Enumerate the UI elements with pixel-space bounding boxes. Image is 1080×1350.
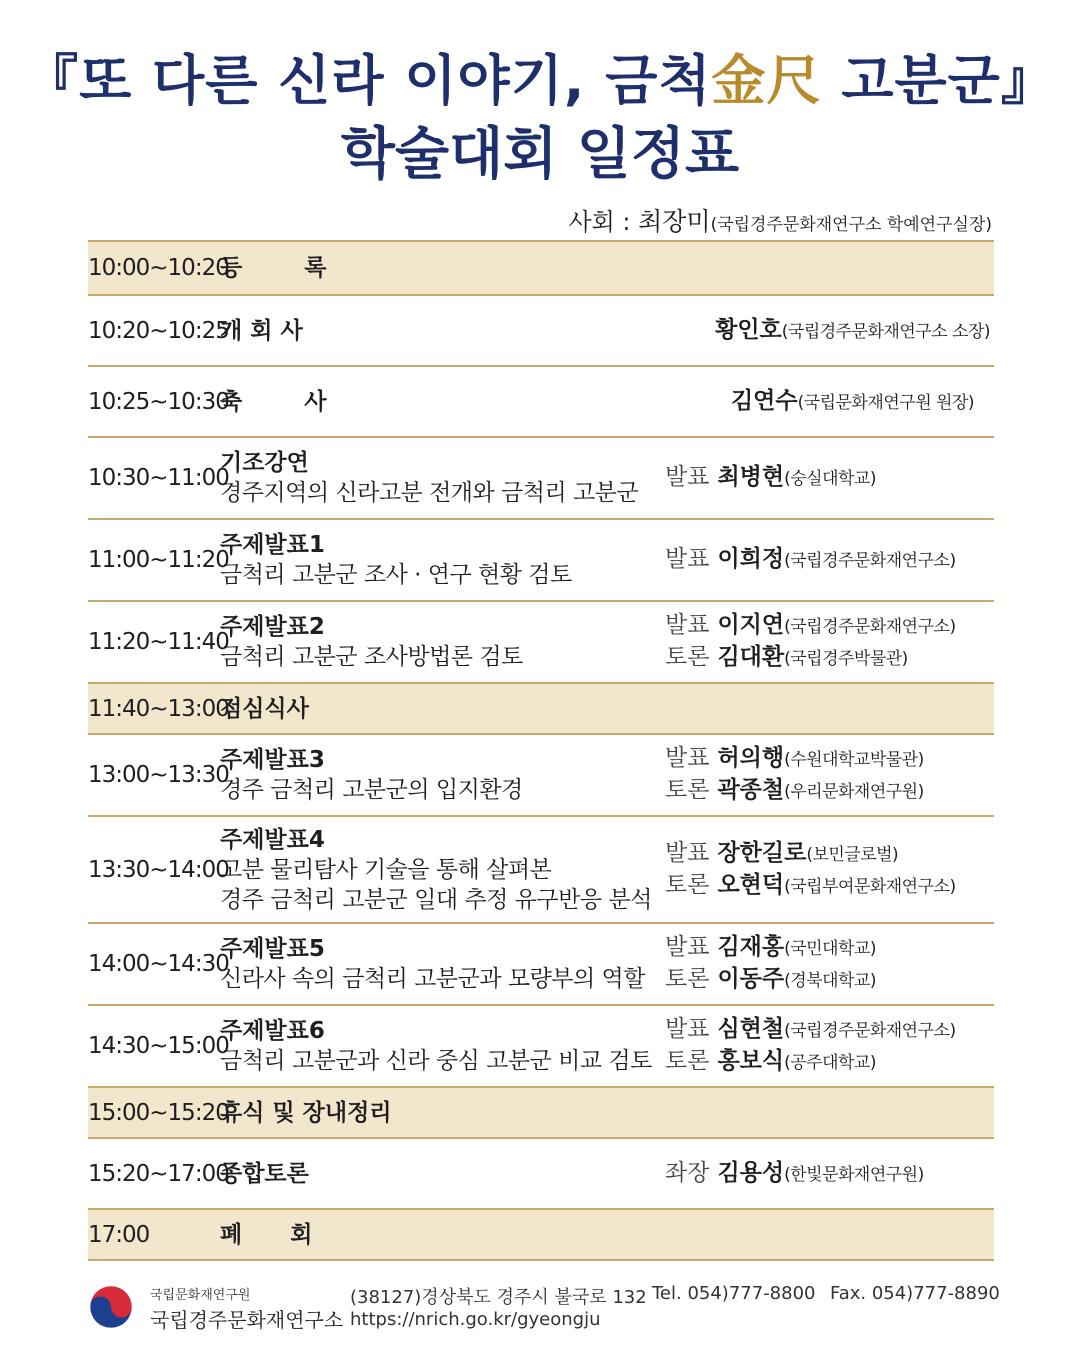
person-name: 최병현 (717, 464, 785, 490)
person-role: 발표 (665, 464, 710, 490)
person-line (665, 544, 994, 576)
mc-affiliation: (국립경주문화재연구소 학예연구실장) (710, 215, 992, 235)
person-role: 발표 (665, 934, 710, 960)
session-people (665, 386, 994, 418)
session-program (220, 387, 665, 417)
session-title: 개 회 사 (220, 317, 303, 344)
session-program (220, 316, 665, 346)
person-line (665, 315, 990, 347)
org-parent: 국립문화재연구원 (150, 1288, 251, 1303)
event-title (0, 38, 1080, 115)
person-line (665, 386, 974, 418)
session-subtitle: 경주 금척리 고분군 일대 추정 유구반응 분석 (220, 886, 652, 913)
session-program (220, 1016, 665, 1076)
session-title: 종합토론 (220, 1160, 309, 1187)
person-affiliation: (국민대학교) (784, 939, 876, 959)
person-line (665, 870, 994, 902)
person-role: 발표 (665, 839, 710, 866)
session-people (665, 932, 994, 996)
person-role: 발표 (665, 612, 710, 638)
org-name: 국립경주문화재연구소 (150, 1308, 344, 1332)
session-people (665, 1158, 994, 1190)
person-affiliation: (경북대학교) (784, 971, 876, 991)
person-line (665, 610, 994, 642)
schedule-row (88, 735, 994, 817)
session-time: 15:20~17:00 (88, 1160, 229, 1187)
session-subtitle: 경주지역의 신라고분 전개와 금척리 고분군 (220, 480, 639, 506)
session-time: 11:20~11:40 (88, 629, 229, 655)
footer (88, 1278, 1000, 1338)
session-title: 주제발표6 (220, 1018, 325, 1044)
session-title: 기조강연 (220, 450, 309, 476)
telephone: Tel. 054)777-8800 (652, 1283, 816, 1304)
session-subtitle: 경주 금척리 고분군의 입지환경 (220, 777, 523, 803)
person-line (665, 462, 994, 494)
person-affiliation: (숭실대학교) (784, 469, 876, 489)
person-name: 황인호 (715, 316, 782, 343)
session-title: 축 사 (220, 388, 327, 415)
person-name: 허의행 (717, 745, 785, 771)
session-subtitle: 신라사 속의 금척리 고분군과 모량부의 역할 (220, 966, 645, 992)
session-program (220, 745, 665, 805)
person-line (665, 932, 994, 964)
person-role: 발표 (665, 1016, 710, 1042)
person-name: 이희정 (717, 546, 785, 572)
session-program (220, 825, 665, 915)
person-line (665, 743, 994, 775)
schedule-row (88, 1210, 994, 1261)
session-program (220, 934, 665, 994)
address: (38127)경상북도 경주시 불국로 132 (350, 1287, 647, 1308)
person-affiliation: (수원대학교박물관) (784, 750, 924, 770)
person-line (665, 1046, 994, 1078)
person-name: 홍보식 (717, 1048, 785, 1074)
session-program (220, 1220, 665, 1250)
session-title: 주제발표2 (220, 614, 325, 640)
session-time: 17:00 (88, 1221, 150, 1248)
session-program (220, 1098, 665, 1128)
schedule-row (88, 438, 994, 520)
person-role: 좌장 (665, 1159, 710, 1186)
session-time: 10:30~11:00 (88, 465, 229, 491)
schedule-row (88, 924, 994, 1006)
session-program (220, 694, 665, 724)
session-time: 14:00~14:30 (88, 951, 229, 977)
mc-name: 최장미 (638, 207, 711, 236)
taegeuk-logo-icon (88, 1284, 134, 1330)
person-name: 심현철 (717, 1016, 785, 1042)
person-affiliation: (국립부여문화재연구소) (784, 876, 956, 897)
mc-info (568, 202, 992, 238)
person-name: 김재홍 (717, 934, 785, 960)
schedule-title: 학술대회 일정표 (340, 122, 740, 187)
session-title: 주제발표1 (220, 532, 325, 558)
person-name: 이동주 (717, 966, 785, 992)
person-role: 토론 (665, 1048, 710, 1074)
session-time: 10:20~10:25 (88, 317, 229, 344)
session-title: 주제발표5 (220, 936, 325, 962)
schedule-row (88, 520, 994, 602)
session-time: 13:00~13:30 (88, 762, 229, 788)
schedule-row (88, 602, 994, 684)
title-hanja: 金尺 (711, 48, 822, 112)
person-affiliation: (국립경주문화재연구소) (784, 551, 956, 571)
title-part-2: 고분군』 (821, 49, 1056, 112)
person-affiliation: (국립경주박물관) (784, 649, 908, 669)
session-people (665, 743, 994, 807)
session-people (665, 544, 994, 576)
session-title: 주제발표4 (220, 826, 325, 853)
schedule-row (88, 242, 994, 296)
schedule-row (88, 817, 994, 924)
person-affiliation: (국립경주문화재연구소 소장) (781, 321, 990, 342)
person-affiliation: (국립문화재연구원 원장) (797, 392, 974, 413)
person-role: 토론 (665, 777, 710, 803)
person-name: 김대환 (717, 644, 785, 670)
session-title: 주제발표3 (220, 747, 325, 773)
session-people (665, 610, 994, 674)
session-program (220, 612, 665, 672)
person-name: 장한길로 (717, 839, 807, 866)
session-subtitle: 금척리 고분군 조사방법론 검토 (220, 644, 523, 670)
session-program (220, 448, 665, 508)
person-role: 토론 (665, 966, 710, 992)
session-people (665, 315, 994, 347)
session-time: 13:30~14:00 (88, 856, 229, 883)
person-role: 발표 (665, 546, 710, 572)
schedule-table (88, 240, 994, 1261)
person-line (665, 642, 994, 674)
person-line (665, 1158, 994, 1190)
person-affiliation: (국립경주문화재연구소) (784, 1021, 956, 1041)
person-line (665, 775, 994, 807)
session-subtitle: 금척리 고분군과 신라 중심 고분군 비교 검토 (220, 1048, 652, 1074)
session-title: 휴식 및 장내정리 (220, 1099, 392, 1126)
person-name: 김연수 (730, 387, 798, 414)
session-time: 11:00~11:20 (88, 547, 229, 573)
person-name: 오현덕 (717, 871, 785, 898)
session-people (665, 838, 994, 902)
person-affiliation: (보민글로벌) (806, 844, 899, 865)
session-subtitle: 금척리 고분군 조사 · 연구 현황 검토 (220, 562, 572, 588)
schedule-row (88, 1006, 994, 1088)
session-time: 11:40~13:00 (88, 695, 229, 722)
schedule-row (88, 296, 994, 367)
person-name: 이지연 (717, 612, 785, 638)
session-time: 10:25~10:30 (88, 388, 229, 415)
person-role: 토론 (665, 871, 710, 898)
person-affiliation: (국립경주문화재연구소) (784, 617, 956, 637)
session-title: 등 록 (220, 255, 327, 281)
session-program (220, 253, 665, 283)
person-name: 김용성 (717, 1159, 785, 1186)
session-title: 폐 회 (220, 1221, 313, 1248)
website-link[interactable]: https://nrich.go.kr/gyeongju (350, 1309, 601, 1330)
session-program (220, 530, 665, 590)
person-affiliation: (한빛문화재연구원) (784, 1164, 924, 1185)
session-people (665, 1014, 994, 1078)
title-part-1: 『또 다른 신라 이야기, 금척 (24, 49, 712, 112)
session-people (665, 462, 994, 494)
schedule-row (88, 1139, 994, 1210)
schedule-row (88, 684, 994, 735)
session-program (220, 1159, 665, 1189)
schedule-row (88, 367, 994, 438)
person-name: 곽종철 (717, 777, 785, 803)
mc-label: 사회 : (568, 208, 639, 236)
fax: Fax. 054)777-8890 (830, 1283, 1000, 1304)
session-subtitle: 고분 물리탐사 기술을 통해 살펴본 (220, 856, 552, 883)
session-time: 15:00~15:20 (88, 1099, 229, 1126)
person-role: 발표 (665, 745, 710, 771)
person-affiliation: (공주대학교) (784, 1053, 876, 1073)
session-time: 10:00~10:20 (88, 255, 229, 281)
session-title: 점심식사 (220, 695, 309, 722)
person-line (665, 1014, 994, 1046)
person-line (665, 838, 994, 870)
schedule-row (88, 1088, 994, 1139)
person-affiliation: (우리문화재연구원) (784, 782, 924, 802)
person-role: 토론 (665, 644, 710, 670)
session-time: 14:30~15:00 (88, 1033, 229, 1059)
person-line (665, 964, 994, 996)
